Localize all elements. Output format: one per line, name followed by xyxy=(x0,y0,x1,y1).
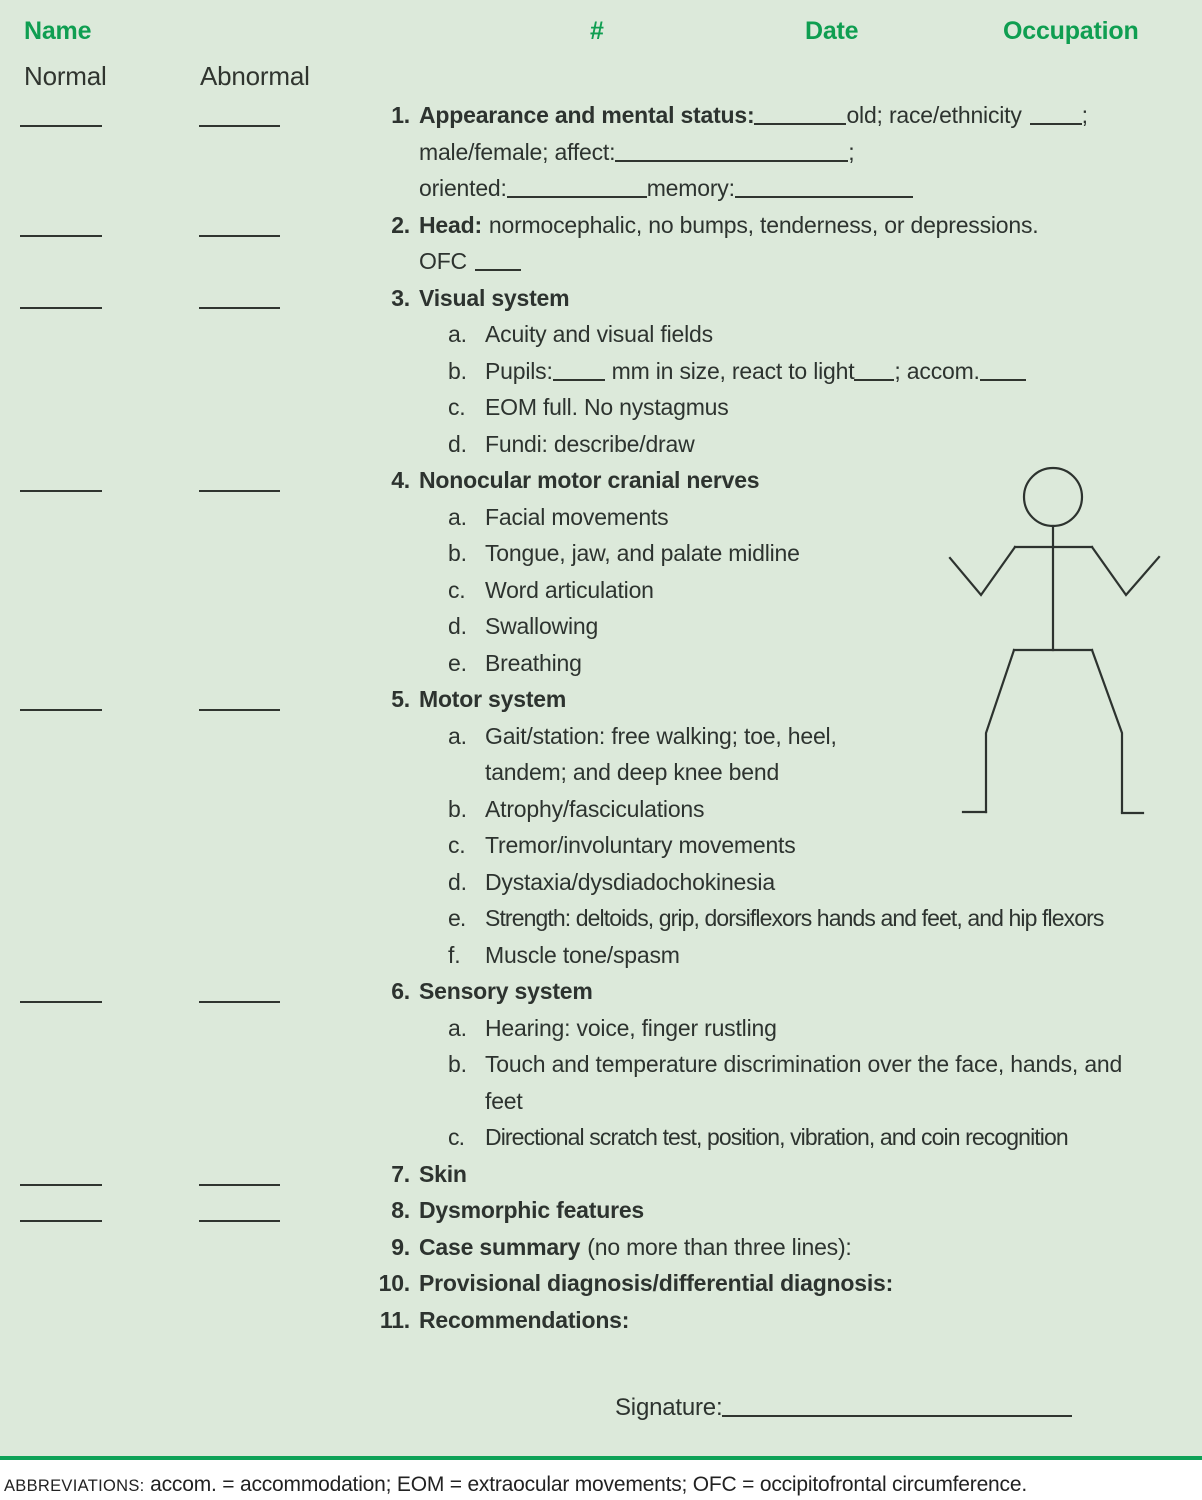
item-3b-pupils xyxy=(370,353,1202,390)
item-1-line-3 xyxy=(370,170,1202,207)
item-5b-text: Atrophy/fasciculations xyxy=(485,795,705,822)
item-number: 3. xyxy=(391,284,410,311)
item-4-heading: Nonocular motor cranial nerves xyxy=(419,467,760,493)
check-row-item-6 xyxy=(0,1001,380,1005)
signature-blank-field[interactable] xyxy=(722,1415,1072,1417)
item-11-recommendations xyxy=(370,1302,1202,1339)
normal-blank-line[interactable] xyxy=(20,125,102,127)
item-3d xyxy=(370,426,1202,463)
item-3-heading: Visual system xyxy=(419,284,570,311)
item-7-skin xyxy=(370,1156,1202,1193)
item-9-text: (no more than three lines): xyxy=(587,1233,852,1260)
sub-item-marker: c. xyxy=(448,832,466,858)
abnormal-blank-line[interactable] xyxy=(199,1001,280,1003)
item-3-visual-system xyxy=(370,280,1202,317)
abnormal-blank-line[interactable] xyxy=(199,125,280,127)
item-6c-text: Directional scratch test, position, vibration, and coin recognition xyxy=(485,1124,1068,1150)
abnormal-blank-line[interactable] xyxy=(199,235,280,237)
item-5c-text: Tremor/involuntary movements xyxy=(485,832,796,858)
item-5f xyxy=(370,937,1202,974)
item-3a-text: Acuity and visual fields xyxy=(485,321,713,347)
item-3b-text: mm in size, react to light xyxy=(611,357,855,384)
sub-item-marker: c. xyxy=(448,1124,465,1150)
sub-item-marker: b. xyxy=(448,795,467,822)
accom-label: ; accom. xyxy=(894,357,980,384)
punctuation: ; xyxy=(1081,102,1088,128)
item-2-text: normocephalic, no bumps, tenderness, or depressions. xyxy=(488,211,1039,238)
item-5e-text: Strength: deltoids, grip, dorsiflexors hands and feet, and hip flexors xyxy=(485,905,1104,931)
oriented-blank-field[interactable] xyxy=(507,196,647,198)
item-number: 5. xyxy=(391,686,410,712)
item-9-case-summary xyxy=(370,1229,1202,1266)
abnormal-column-header: Abnormal xyxy=(200,61,310,91)
age-blank-field[interactable] xyxy=(754,123,846,125)
abnormal-blank-line[interactable] xyxy=(199,1220,280,1222)
item-6c xyxy=(370,1119,1202,1156)
item-4e-text: Breathing xyxy=(485,649,582,676)
item-5-heading: Motor system xyxy=(419,686,567,712)
item-4d-text: Swallowing xyxy=(485,613,599,639)
item-number: 7. xyxy=(391,1160,410,1187)
signature-label: Signature: xyxy=(615,1394,723,1421)
check-row-item-4 xyxy=(0,490,380,494)
item-3d-text: Fundi: describe/draw xyxy=(485,430,695,457)
sub-item-marker: d. xyxy=(448,868,467,895)
item-5c xyxy=(370,827,1202,864)
sub-item-marker: d. xyxy=(448,613,467,639)
item-8-dysmorphic-features xyxy=(370,1192,1202,1229)
pupil-size-blank-field[interactable] xyxy=(553,379,605,381)
item-5e xyxy=(370,900,1202,937)
affect-label: male/female; affect: xyxy=(419,138,616,165)
item-number: 2. xyxy=(391,211,410,238)
item-2-heading: Head: xyxy=(419,211,482,238)
abnormal-blank-line[interactable] xyxy=(199,709,280,711)
item-9-heading: Case summary xyxy=(419,1233,581,1260)
abnormal-blank-line[interactable] xyxy=(199,1184,280,1186)
sub-item-marker: a. xyxy=(448,722,467,749)
name-field-label: Name xyxy=(24,17,92,45)
memory-label: memory: xyxy=(646,175,735,201)
item-number: 4. xyxy=(391,467,410,493)
sub-item-marker: a. xyxy=(448,503,467,530)
sub-item-marker: b. xyxy=(448,540,467,566)
item-number: 8. xyxy=(391,1197,410,1223)
accommodation-blank-field[interactable] xyxy=(980,379,1026,381)
sub-item-marker: c. xyxy=(448,576,466,603)
item-8-heading: Dysmorphic features xyxy=(419,1197,644,1223)
item-11-heading: Recommendations: xyxy=(419,1306,630,1333)
item-4a-text: Facial movements xyxy=(485,503,669,530)
normal-blank-line[interactable] xyxy=(20,709,102,711)
item-6b-text-cont: feet xyxy=(485,1087,523,1114)
sub-item-marker: c. xyxy=(448,394,466,420)
abbreviations-footnote xyxy=(4,1472,1027,1499)
item-2-head xyxy=(370,207,1202,244)
occupation-field-label: Occupation xyxy=(1003,17,1139,45)
stick-figure-drawing xyxy=(930,460,1170,825)
item-6a xyxy=(370,1010,1202,1047)
item-number: 6. xyxy=(391,978,410,1004)
memory-blank-field[interactable] xyxy=(735,196,913,198)
ofc-label: OFC xyxy=(419,248,467,274)
sub-item-marker: b. xyxy=(448,1051,467,1077)
normal-blank-line[interactable] xyxy=(20,1001,102,1003)
item-number: 9. xyxy=(391,1233,410,1260)
ofc-blank-field[interactable] xyxy=(475,269,521,271)
affect-blank-field[interactable] xyxy=(615,160,848,162)
react-to-light-blank-field[interactable] xyxy=(854,379,894,381)
sub-item-marker: a. xyxy=(448,321,467,347)
signature-row xyxy=(615,1393,1072,1423)
check-row-item-3 xyxy=(0,307,380,311)
item-2-ofc-line xyxy=(370,243,1202,280)
sub-item-marker: a. xyxy=(448,1014,467,1041)
sub-item-marker: e. xyxy=(448,649,467,676)
number-field-label: # xyxy=(590,17,604,45)
item-1-heading: Appearance and mental status: xyxy=(419,102,755,128)
sub-item-marker: d. xyxy=(448,430,467,457)
item-10-provisional-diagnosis xyxy=(370,1265,1202,1302)
abnormal-blank-line[interactable] xyxy=(199,307,280,309)
item-1-line-2 xyxy=(370,134,1202,171)
punctuation: ; xyxy=(848,138,855,165)
bottom-divider-rule xyxy=(0,1456,1202,1460)
item-number: 11. xyxy=(379,1306,410,1333)
item-6b xyxy=(370,1046,1202,1083)
item-5a-text-cont: tandem; and deep knee bend xyxy=(485,759,780,785)
normal-blank-line[interactable] xyxy=(20,1220,102,1222)
item-5f-text: Muscle tone/spasm xyxy=(485,941,680,968)
check-row-item-8 xyxy=(0,1220,380,1224)
sub-item-marker: e. xyxy=(448,905,466,931)
check-row-item-7 xyxy=(0,1184,380,1188)
abnormal-blank-line[interactable] xyxy=(199,490,280,492)
item-3a xyxy=(370,316,1202,353)
sub-item-marker: b. xyxy=(448,357,467,384)
check-row-item-2 xyxy=(0,235,380,239)
item-6a-text: Hearing: voice, finger rustling xyxy=(485,1014,777,1041)
item-number: 10. xyxy=(378,1270,410,1296)
normal-blank-line[interactable] xyxy=(20,1184,102,1186)
item-3c xyxy=(370,389,1202,426)
item-10-heading: Provisional diagnosis/differential diagnosis: xyxy=(419,1270,894,1296)
check-row-item-1 xyxy=(0,125,380,129)
normal-blank-line[interactable] xyxy=(20,307,102,309)
normal-blank-line[interactable] xyxy=(20,235,102,237)
item-6-sensory-system xyxy=(370,973,1202,1010)
item-number: 1. xyxy=(391,102,410,128)
item-1-text: old; race/ethnicity xyxy=(846,102,1022,128)
item-7-heading: Skin xyxy=(419,1160,467,1187)
item-4c-text: Word articulation xyxy=(485,576,654,603)
abbreviations-label: ABBREVIATIONS: xyxy=(4,1477,145,1495)
item-5d-text: Dystaxia/dysdiadochokinesia xyxy=(485,868,775,895)
race-ethnicity-blank-field[interactable] xyxy=(1030,123,1082,125)
abbreviations-text: accom. = accommodation; EOM = extraocular movements; OFC = occipitofrontal circumference. xyxy=(150,1473,1027,1496)
item-1-appearance xyxy=(370,97,1202,134)
item-6b-line-2 xyxy=(370,1083,1202,1120)
item-5d xyxy=(370,864,1202,901)
normal-column-header: Normal xyxy=(24,61,107,91)
item-4b-text: Tongue, jaw, and palate midline xyxy=(485,540,800,566)
oriented-label: oriented: xyxy=(419,175,507,201)
date-field-label: Date xyxy=(805,17,859,45)
sub-item-marker: f. xyxy=(448,941,461,968)
item-5a-text: Gait/station: free walking; toe, heel, xyxy=(485,722,837,749)
item-3c-text: EOM full. No nystagmus xyxy=(485,394,729,420)
item-6-heading: Sensory system xyxy=(419,978,593,1004)
item-6b-text: Touch and temperature discrimination over the face, hands, and xyxy=(485,1051,1123,1077)
pupils-label: Pupils: xyxy=(485,357,553,384)
normal-blank-line[interactable] xyxy=(20,490,102,492)
check-row-item-5 xyxy=(0,709,380,713)
